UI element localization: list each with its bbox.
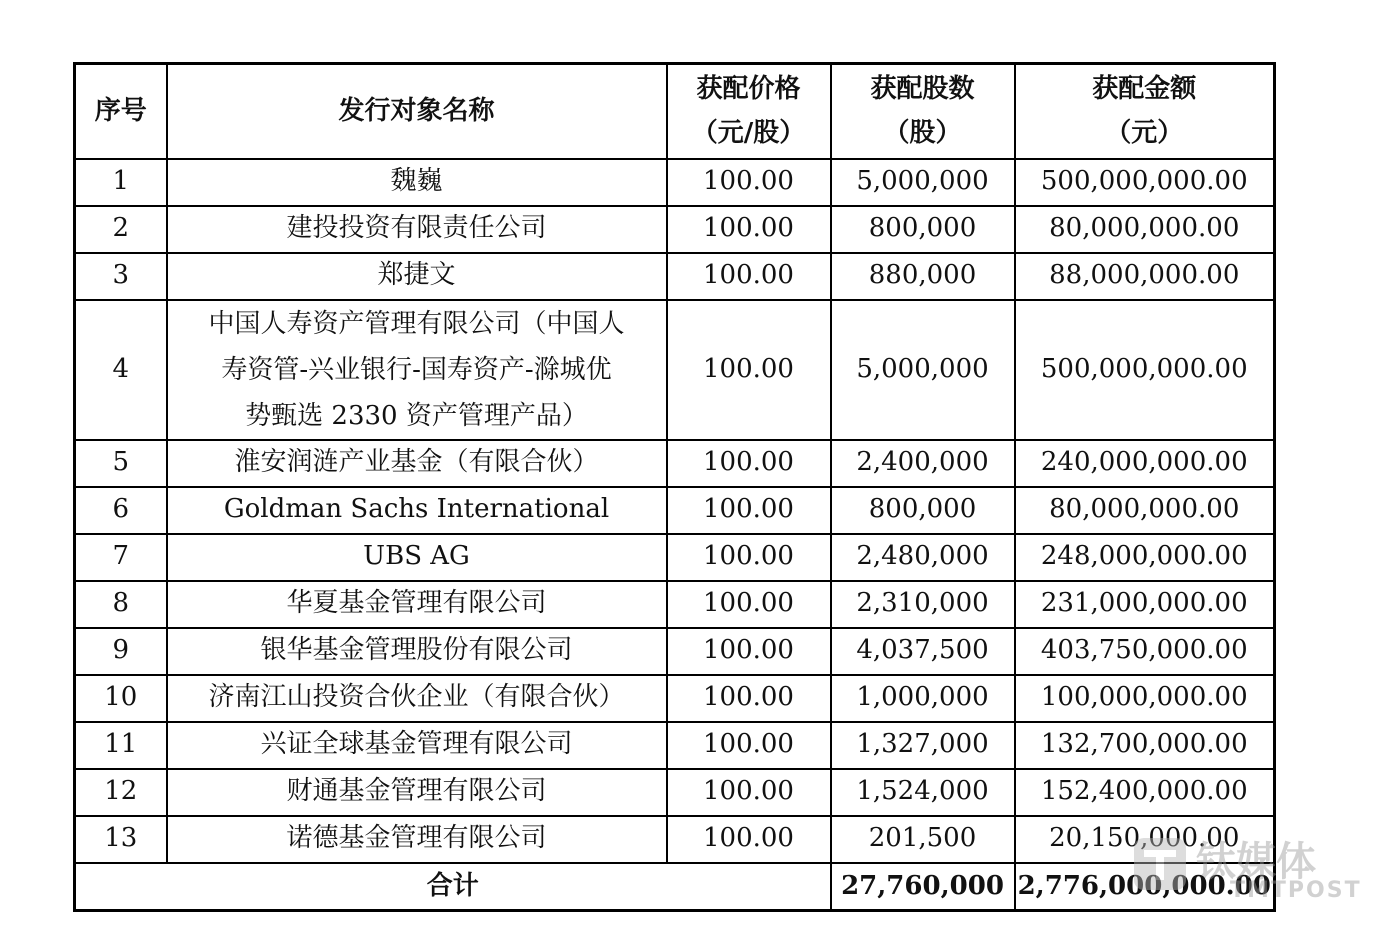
total-shares: 27,760,000 bbox=[831, 863, 1015, 911]
row-amount: 403,750,000.00 bbox=[1015, 628, 1275, 675]
row-name: 兴证全球基金管理有限公司 bbox=[167, 722, 667, 769]
row-name: 银华基金管理股份有限公司 bbox=[167, 628, 667, 675]
row-price: 100.00 bbox=[667, 769, 831, 816]
row-index: 5 bbox=[75, 440, 167, 487]
row-name: 淮安润涟产业基金（有限合伙） bbox=[167, 440, 667, 487]
row-index: 2 bbox=[75, 206, 167, 253]
row-amount: 240,000,000.00 bbox=[1015, 440, 1275, 487]
row-shares: 201,500 bbox=[831, 816, 1015, 863]
row-price: 100.00 bbox=[667, 440, 831, 487]
row-name: 济南江山投资合伙企业（有限合伙） bbox=[167, 675, 667, 722]
row-amount: 80,000,000.00 bbox=[1015, 487, 1275, 534]
watermark-cn: 钛媒体 bbox=[1196, 839, 1316, 885]
row-price: 100.00 bbox=[667, 253, 831, 300]
table-row bbox=[75, 159, 1275, 206]
row-name: 建投投资有限责任公司 bbox=[167, 206, 667, 253]
row-shares: 4,037,500 bbox=[831, 628, 1015, 675]
row-index: 8 bbox=[75, 581, 167, 628]
row-price: 100.00 bbox=[667, 300, 831, 440]
watermark-en: TMTPOST bbox=[1230, 878, 1362, 903]
row-index: 1 bbox=[75, 159, 167, 206]
table-row bbox=[75, 769, 1275, 816]
table-row bbox=[75, 440, 1275, 487]
table-row bbox=[75, 300, 1275, 440]
table-row bbox=[75, 534, 1275, 581]
total-amount: 2,776,000,000.00 bbox=[1015, 863, 1275, 911]
row-index: 10 bbox=[75, 675, 167, 722]
row-name: 郑捷文 bbox=[167, 253, 667, 300]
table-header-row bbox=[75, 64, 1275, 159]
row-shares: 800,000 bbox=[831, 206, 1015, 253]
header-shares bbox=[831, 64, 1015, 159]
total-label: 合计 bbox=[75, 863, 831, 911]
row-shares: 5,000,000 bbox=[831, 159, 1015, 206]
row-name: 财通基金管理有限公司 bbox=[167, 769, 667, 816]
header-shares-line2: （股） bbox=[883, 118, 962, 149]
row-name: 华夏基金管理有限公司 bbox=[167, 581, 667, 628]
row-shares: 1,524,000 bbox=[831, 769, 1015, 816]
row-price: 100.00 bbox=[667, 722, 831, 769]
row-shares: 2,310,000 bbox=[831, 581, 1015, 628]
header-amount bbox=[1015, 64, 1275, 159]
row-amount: 88,000,000.00 bbox=[1015, 253, 1275, 300]
row-name: 诺德基金管理有限公司 bbox=[167, 816, 667, 863]
row-shares: 1,327,000 bbox=[831, 722, 1015, 769]
row-price: 100.00 bbox=[667, 581, 831, 628]
header-price-line1: 获配价格 bbox=[696, 74, 801, 105]
row-index: 13 bbox=[75, 816, 167, 863]
row-price: 100.00 bbox=[667, 159, 831, 206]
row-amount: 231,000,000.00 bbox=[1015, 581, 1275, 628]
row-amount: 20,150,000.00 bbox=[1015, 816, 1275, 863]
row-name-line: 中国人寿资产管理有限公司（中国人 bbox=[208, 308, 625, 339]
row-price: 100.00 bbox=[667, 534, 831, 581]
row-index: 6 bbox=[75, 487, 167, 534]
row-index: 3 bbox=[75, 253, 167, 300]
table-row bbox=[75, 253, 1275, 300]
row-index: 12 bbox=[75, 769, 167, 816]
row-name: Goldman Sachs International bbox=[167, 487, 667, 534]
row-name bbox=[167, 300, 667, 440]
row-price: 100.00 bbox=[667, 816, 831, 863]
table-row bbox=[75, 581, 1275, 628]
row-amount: 248,000,000.00 bbox=[1015, 534, 1275, 581]
row-shares: 880,000 bbox=[831, 253, 1015, 300]
total-row bbox=[75, 863, 1275, 911]
row-name: 魏巍 bbox=[167, 159, 667, 206]
row-shares: 2,480,000 bbox=[831, 534, 1015, 581]
header-amount-line2: （元） bbox=[1105, 118, 1184, 149]
row-amount: 500,000,000.00 bbox=[1015, 300, 1275, 440]
row-amount: 80,000,000.00 bbox=[1015, 206, 1275, 253]
row-shares: 1,000,000 bbox=[831, 675, 1015, 722]
allocation-table bbox=[73, 62, 1276, 912]
table-row bbox=[75, 628, 1275, 675]
row-shares: 5,000,000 bbox=[831, 300, 1015, 440]
table-row bbox=[75, 206, 1275, 253]
row-price: 100.00 bbox=[667, 206, 831, 253]
row-name-line: 寿资管-兴业银行-国寿资产-滁城优 bbox=[221, 354, 612, 385]
header-price-line2: （元/股） bbox=[691, 118, 806, 149]
row-index: 4 bbox=[75, 300, 167, 440]
header-index: 序号 bbox=[75, 64, 167, 159]
row-index: 11 bbox=[75, 722, 167, 769]
table-row bbox=[75, 487, 1275, 534]
table-row bbox=[75, 722, 1275, 769]
row-amount: 152,400,000.00 bbox=[1015, 769, 1275, 816]
row-name: UBS AG bbox=[167, 534, 667, 581]
row-index: 7 bbox=[75, 534, 167, 581]
table-row bbox=[75, 816, 1275, 863]
row-shares: 2,400,000 bbox=[831, 440, 1015, 487]
row-shares: 800,000 bbox=[831, 487, 1015, 534]
row-price: 100.00 bbox=[667, 487, 831, 534]
row-amount: 100,000,000.00 bbox=[1015, 675, 1275, 722]
row-amount: 500,000,000.00 bbox=[1015, 159, 1275, 206]
header-price bbox=[667, 64, 831, 159]
header-name: 发行对象名称 bbox=[167, 64, 667, 159]
row-amount: 132,700,000.00 bbox=[1015, 722, 1275, 769]
table-row bbox=[75, 675, 1275, 722]
row-name-line: 势甄选 2330 资产管理产品） bbox=[245, 400, 588, 431]
row-price: 100.00 bbox=[667, 628, 831, 675]
row-price: 100.00 bbox=[667, 675, 831, 722]
row-index: 9 bbox=[75, 628, 167, 675]
header-amount-line1: 获配金额 bbox=[1092, 74, 1197, 105]
header-shares-line1: 获配股数 bbox=[870, 74, 975, 105]
